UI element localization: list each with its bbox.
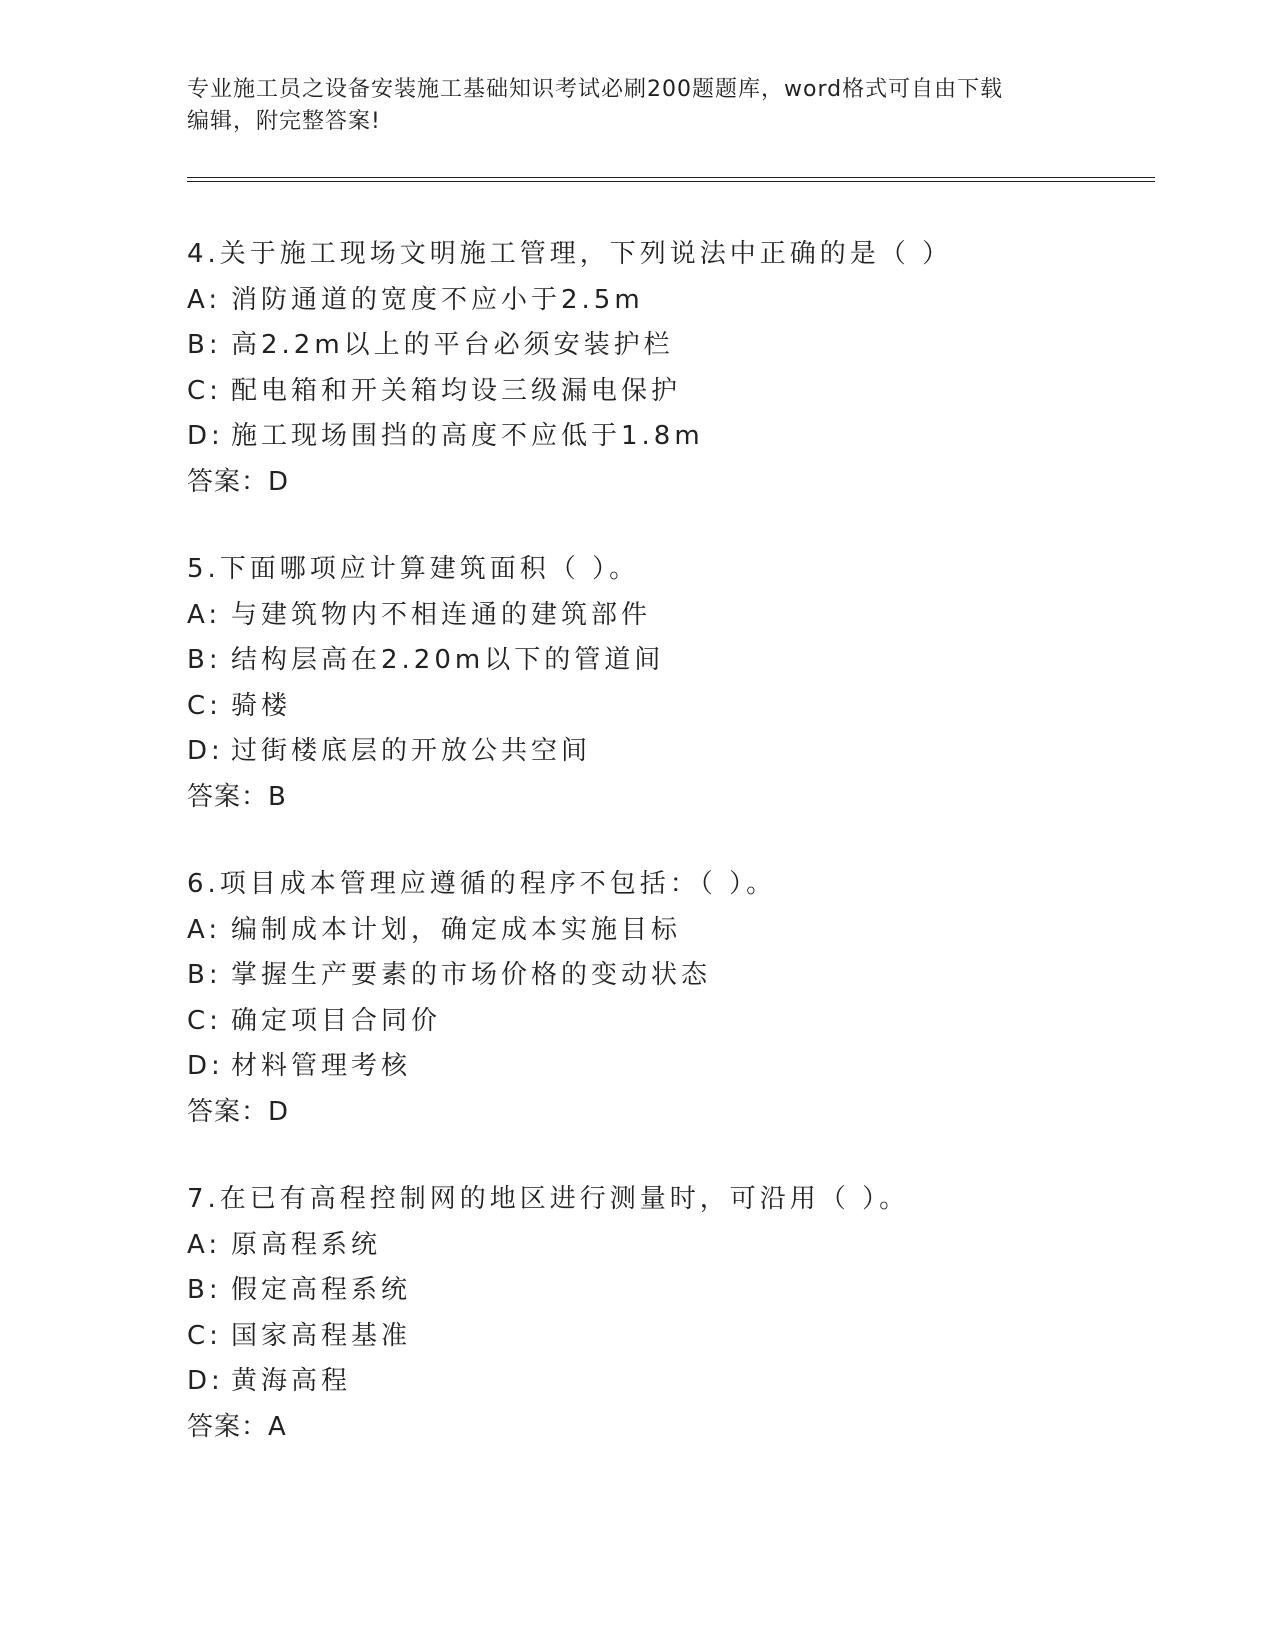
header-divider-top <box>187 177 1155 178</box>
option-letter: B: <box>187 645 222 675</box>
option-letter: A: <box>187 284 222 315</box>
option-d <box>187 1044 1147 1090</box>
question-list <box>187 232 1147 1492</box>
option-text: 原高程系统 <box>231 1229 382 1260</box>
question-stem: 5.下面哪项应计算建筑面积（ ）。 <box>187 554 640 584</box>
option-text: 骑楼 <box>231 690 292 721</box>
option-c <box>187 684 1147 730</box>
header-line-2: 编辑，附完整答案! <box>187 109 381 134</box>
option-a <box>187 593 1147 639</box>
option-b <box>187 638 1147 684</box>
question-5 <box>187 547 1147 820</box>
option-text: 与建筑物内不相连通的建筑部件 <box>231 599 652 630</box>
option-c <box>187 1314 1147 1360</box>
option-text: 假定高程系统 <box>231 1275 412 1305</box>
answer: 答案：B <box>187 781 287 812</box>
option-text: 高2.2m以上的平台必须安装护栏 <box>231 330 674 360</box>
option-letter: A: <box>187 914 222 945</box>
option-letter: C: <box>187 1005 222 1036</box>
option-letter: C: <box>187 690 222 721</box>
option-letter: D: <box>187 421 224 451</box>
option-letter: B: <box>187 1275 222 1305</box>
option-b <box>187 323 1147 369</box>
option-b <box>187 953 1147 999</box>
option-letter: A: <box>187 1229 222 1260</box>
option-letter: C: <box>187 1320 222 1351</box>
answer: 答案：D <box>187 1096 290 1127</box>
option-letter: D: <box>187 1366 224 1396</box>
option-b <box>187 1268 1147 1314</box>
option-text: 施工现场围挡的高度不应低于1.8m <box>231 421 704 451</box>
option-d <box>187 414 1147 460</box>
option-text: 编制成本计划，确定成本实施目标 <box>231 914 682 945</box>
option-text: 结构层高在2.20m以下的管道间 <box>231 645 665 675</box>
option-text: 材料管理考核 <box>231 1051 412 1081</box>
option-letter: D: <box>187 736 224 766</box>
option-text: 消防通道的宽度不应小于2.5m <box>231 284 644 315</box>
option-letter: D: <box>187 1051 224 1081</box>
question-stem: 6.项目成本管理应遵循的程序不包括：（ ）。 <box>187 869 777 899</box>
question-stem: 7.在已有高程控制网的地区进行测量时，可沿用（ ）。 <box>187 1184 910 1214</box>
answer: 答案：D <box>187 466 290 497</box>
option-text: 掌握生产要素的市场价格的变动状态 <box>231 960 712 990</box>
option-text: 黄海高程 <box>231 1366 352 1396</box>
option-a <box>187 1223 1147 1269</box>
option-d <box>187 729 1147 775</box>
option-a <box>187 908 1147 954</box>
question-7 <box>187 1177 1147 1450</box>
question-6 <box>187 862 1147 1135</box>
option-letter: A: <box>187 599 222 630</box>
header-divider-bottom <box>187 181 1155 182</box>
option-text: 国家高程基准 <box>231 1320 412 1351</box>
option-text: 过街楼底层的开放公共空间 <box>231 736 592 766</box>
option-text: 确定项目合同价 <box>231 1005 442 1036</box>
option-letter: C: <box>187 375 222 406</box>
answer: 答案：A <box>187 1411 287 1442</box>
option-c <box>187 999 1147 1045</box>
header-line-1: 专业施工员之设备安装施工基础知识考试必刷200题题库，word格式可自由下载 <box>187 77 1004 102</box>
option-c <box>187 369 1147 415</box>
option-a <box>187 278 1147 324</box>
option-letter: B: <box>187 960 222 990</box>
document-header <box>187 74 1087 138</box>
option-text: 配电箱和开关箱均设三级漏电保护 <box>231 375 682 406</box>
option-d <box>187 1359 1147 1405</box>
option-letter: B: <box>187 330 222 360</box>
question-4 <box>187 232 1147 505</box>
question-stem: 4.关于施工现场文明施工管理，下列说法中正确的是（ ） <box>187 239 953 269</box>
